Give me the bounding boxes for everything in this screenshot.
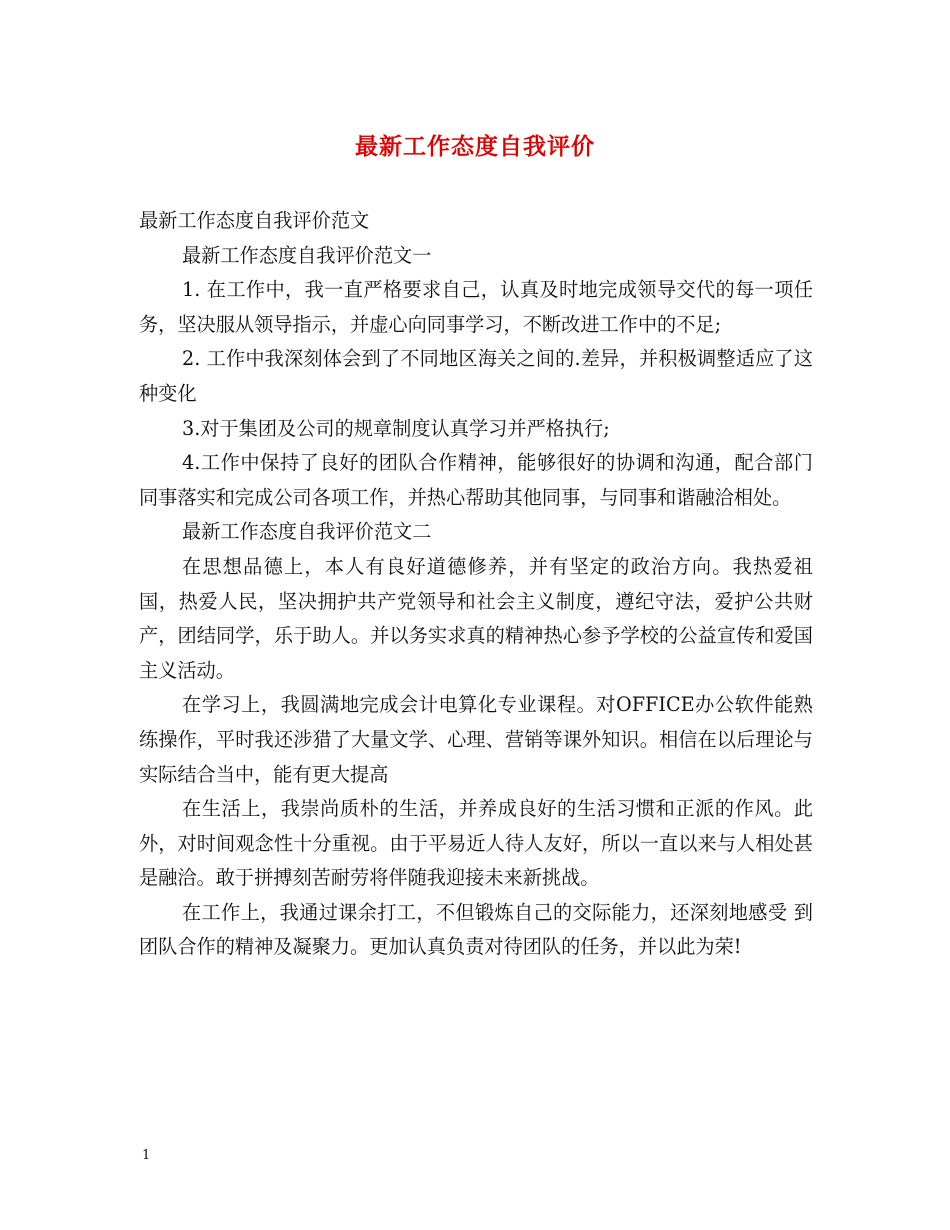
paragraph-work: 在工作上，我通过课余打工，不但锻炼自己的交际能力，还深刻地感受 到团队合作的精神及凝聚力。更加认真负责对待团队的任务，并以此为荣!: [139, 900, 813, 959]
paragraph-item-1: 1. 在工作中，我一直严格要求自己，认真及时地完成领导交代的每一项任务，坚决服从领导指示，并虚心向同事学习，不断改进工作中的不足;: [139, 278, 813, 336]
paragraph-item-3: 3.对于集团及公司的规章制度认真学习并严格执行;: [182, 416, 610, 440]
subsection-heading-2: 最新工作态度自我评价范文二: [182, 520, 432, 544]
paragraph-ideology: 在思想品德上，本人有良好道德修养，并有坚定的政治方向。我热爱祖国，热爱人民，坚决拥护共产党领导和社会主义制度，遵纪守法，爱护公共财产，团结同学，乐于助人。并以务实求真的精神热心参予学校的公益宣传和爱国主义活动。: [139, 554, 813, 682]
document-title: 最新工作态度自我评价: [355, 134, 595, 160]
page-number: 1: [142, 1148, 151, 1163]
paragraph-item-2: 2. 工作中我深刻体会到了不同地区海关之间的.差异，并积极调整适应了这种变化: [139, 347, 813, 405]
subsection-heading-1: 最新工作态度自我评价范文一: [182, 243, 432, 267]
section-heading: 最新工作态度自我评价范文: [139, 209, 370, 232]
paragraph-life: 在生活上，我崇尚质朴的生活，并养成良好的生活习惯和正派的作风。此外，对时间观念性十分重视。由于平易近人待人友好，所以一直以来与人相处甚是融洽。敢于拼搏刻苦耐劳将伴随我迎接未来新挑战。: [139, 797, 813, 890]
paragraph-item-4: 4.工作中保持了良好的团队合作精神，能够很好的协调和沟通，配合部门同事落实和完成公司各项工作，并热心帮助其他同事，与同事和谐融洽相处。: [139, 451, 813, 509]
document-body: [139, 204, 813, 965]
paragraph-study: 在学习上，我圆满地完成会计电算化专业课程。对OFFICE办公软件能熟练操作，平时我还涉猎了大量文学、心理、营销等课外知识。相信在以后理论与实际结合当中，能有更大提高: [139, 693, 813, 786]
